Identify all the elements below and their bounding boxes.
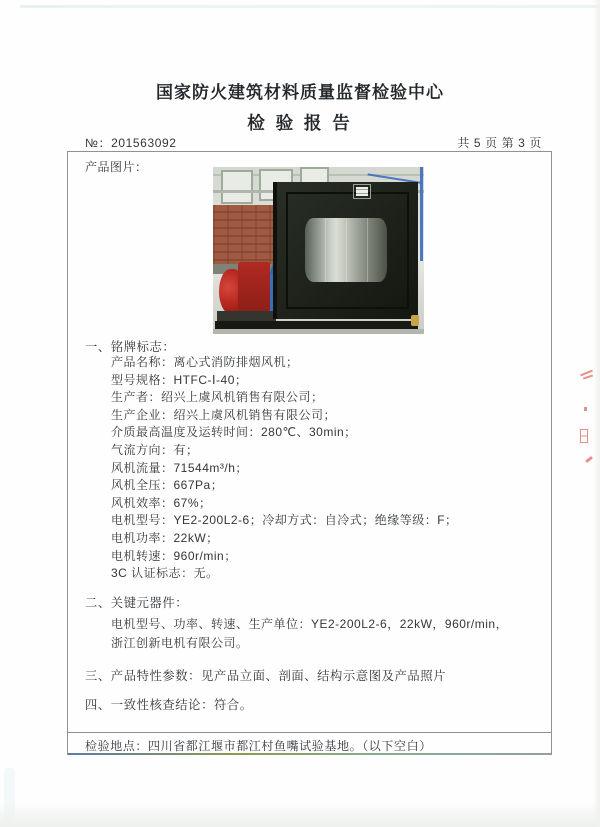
key-component-line: 浙江创新电机有限公司。 [111, 636, 249, 650]
page-count: 共 5 页 第 3 页 [457, 136, 542, 150]
meta-row [0, 134, 600, 150]
nameplate-line: 气流方向：有； [111, 442, 199, 457]
photo-impeller-drum [305, 218, 387, 282]
product-photo [213, 167, 424, 334]
nameplate-line: 介质最高温度及运转时间：280℃、30min； [111, 425, 357, 440]
report-content-box [67, 151, 552, 755]
scan-edge-top [20, 5, 600, 8]
center-name-title: 国家防火建筑材料质量监督检验中心 [156, 83, 444, 102]
report-title: 检 验 报 告 [247, 113, 353, 133]
photo-window [221, 170, 252, 204]
photo-name-tag [353, 184, 371, 199]
nameplate-line: 产品名称：离心式消防排烟风机； [111, 355, 299, 369]
section1-heading: 一、铭牌标志： [85, 340, 176, 354]
nameplate-line: 风机流量：71544m³/h； [111, 460, 248, 475]
red-bleed-mark [583, 375, 593, 380]
section3-heading: 三、产品特性参数：见产品立面、剖面、结构示意图及产品照片 [85, 669, 447, 683]
red-bleed-mark [584, 407, 587, 411]
photo-motor-base [217, 311, 276, 321]
photo-floor [213, 329, 424, 334]
section2-heading: 二、关键元器件： [85, 596, 189, 610]
scan-edge-bottom [0, 801, 600, 827]
box-bottom-border [68, 753, 551, 755]
footer-divider [68, 732, 551, 733]
red-bleed-mark [580, 429, 588, 443]
photo-yellow-object [411, 315, 419, 326]
nameplate-line: 生产者：绍兴上虞风机销售有限公司； [111, 390, 324, 405]
key-component-line: 电机型号、功率、转速、生产单位：YE2-200L2-6，22kW，960r/min， [111, 617, 509, 631]
section1-lines [111, 354, 458, 583]
nameplate-line: 生产企业：绍兴上虞风机销售有限公司； [111, 407, 337, 422]
product-photo-label: 产品图片： [85, 160, 148, 174]
photo-fan-housing [273, 182, 418, 319]
nameplate-line: 风机全压：667Pa； [111, 478, 224, 493]
nameplate-line: 电机型号：YE2-200L2-6；冷却方式：自冷式；绝缘等级：F； [111, 513, 458, 528]
report-number: №：201563092 [85, 136, 177, 150]
nameplate-line: 电机转速：960r/min； [111, 548, 237, 563]
photo-brick-wall [213, 205, 274, 267]
nameplate-line: 电机功率：22kW； [111, 530, 219, 545]
scan-edge-right [593, 0, 600, 827]
inspection-location: 检验地点：四川省都江堰市都江村鱼嘴试验基地。（以下空白） [85, 739, 432, 753]
nameplate-line: 风机效率：67%； [111, 495, 212, 510]
section2-lines [111, 615, 508, 653]
photo-motor-body [238, 262, 270, 312]
nameplate-line: 3C 认证标志：无。 [111, 566, 219, 581]
section4-heading: 四、一致性核查结论：符合。 [85, 698, 253, 712]
red-bleed-mark [585, 456, 593, 463]
nameplate-line: 型号规格：HTFC-Ⅰ-40； [111, 372, 248, 387]
